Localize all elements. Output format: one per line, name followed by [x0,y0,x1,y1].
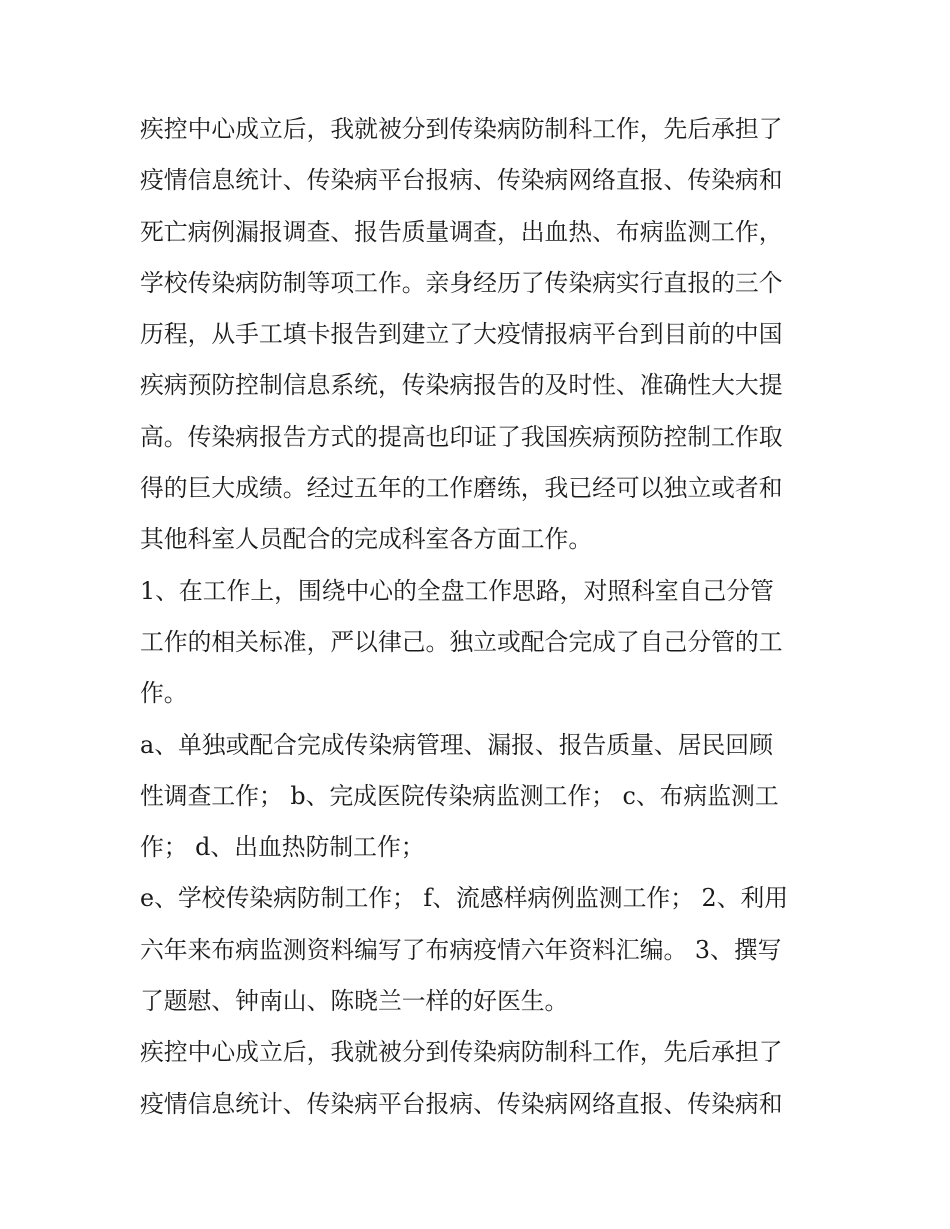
text-line: 学校传染病防制等项工作。亲身经历了传染病实行直报的三个 [140,268,783,297]
text-line: 死亡病例漏报调查、报告质量调查，出血热、布病监测工作， [140,217,783,246]
text-line: 疫情信息统计、传染病平台报病、传染病网络直报、传染病和 [140,1089,783,1118]
text-line: 1、在工作上，围绕中心的全盘工作思路，对照科室自己分管 [140,576,774,605]
document-body [140,104,816,1130]
text-line: 疾病预防控制信息系统，传染病报告的及时性、准确性大大提 [140,371,783,400]
text-line: 性调查工作； b、完成医院传染病监测工作； c、布病监测工 [140,781,779,810]
text-line: 了题慰、钟南山、陈晓兰一样的好医生。 [140,987,569,1016]
text-line: 作； d、出血热防制工作； [140,833,425,862]
text-line: 得的巨大成绩。经过五年的工作磨练，我已经可以独立或者和 [140,474,783,503]
text-line: 六年来布病监测资料编写了布病疫情六年资料汇编。 3、撰写 [140,935,782,964]
text-line: 其他科室人员配合的完成科室各方面工作。 [140,525,593,554]
text-line: 作。 [140,679,188,708]
text-line: 工作的相关标准，严以律己。独立或配合完成了自己分管的工 [140,627,783,656]
text-line: 疾控中心成立后，我就被分到传染病防制科工作，先后承担了 [140,115,783,143]
text-line: e、学校传染病防制工作； f、流感样病例监测工作； 2、利用 [140,884,789,913]
text-line: 疫情信息统计、传染病平台报病、传染病网络直报、传染病和 [140,166,783,195]
text-line: 高。传染病报告方式的提高也印证了我国疾病预防控制工作取 [140,422,783,451]
text-line: 疾控中心成立后，我就被分到传染病防制科工作，先后承担了 [140,1038,783,1067]
text-line: a、单独或配合完成传染病管理、漏报、报告质量、居民回顾 [140,730,773,759]
text-line: 历程，从手工填卡报告到建立了大疫情报病平台到目前的中国 [140,320,783,349]
